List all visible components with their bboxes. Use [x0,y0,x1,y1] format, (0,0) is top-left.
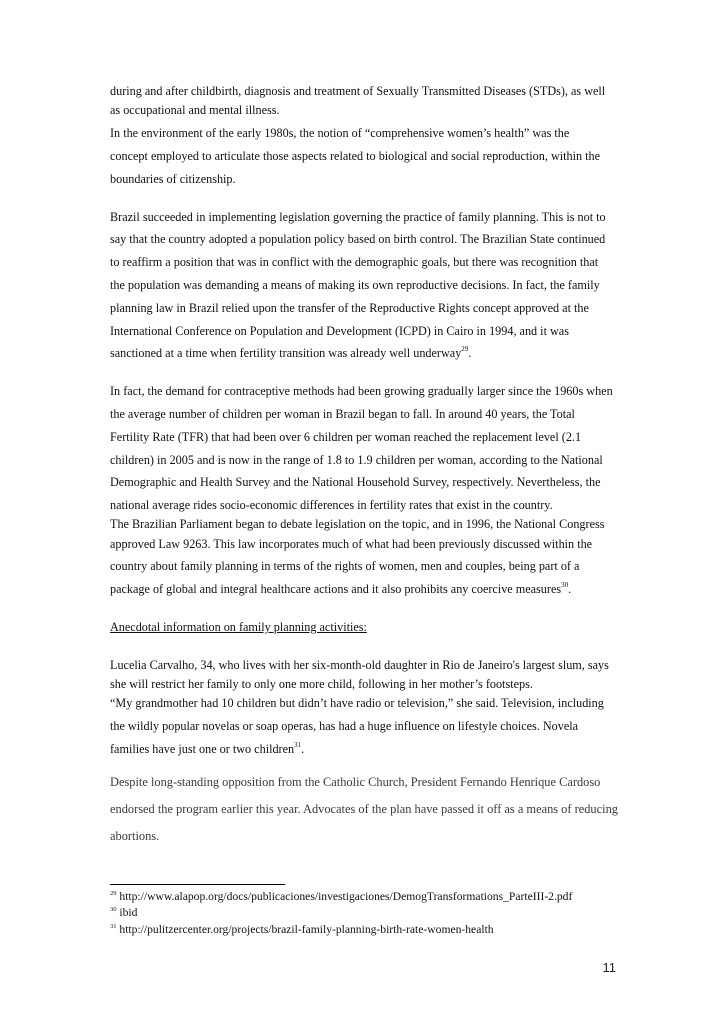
footnote-number: 31 [110,922,117,930]
section-heading: Anecdotal information on family planning activities: [110,619,367,634]
footnotes [110,889,625,938]
text-line: Lucelia Carvalho, 34, who lives with her six-month-old daughter in Rio de Janeiro's largest slum, says [110,657,609,672]
paragraph-6 [110,654,625,761]
text-line: Brazil succeeded in implementing legislation governing the practice of family planning. This is not to [110,209,606,224]
footnote-31 [110,922,625,938]
footnote-number: 29 [110,890,117,897]
text-line: The Brazilian Parliament began to debate legislation on the topic, and in 1996, the National Congress [110,517,605,532]
text-line: during and after childbirth, diagnosis and treatment of Sexually Transmitted Diseases (STDs), as well [110,84,606,98]
text-line [110,738,625,761]
footnote-ref[interactable]: 29 [461,345,469,354]
footnote-ref[interactable]: 30 [561,581,569,590]
text-run: . [568,582,572,597]
text-line: to reaffirm a position that was in conflict with the demographic goals, but there was recognition that [110,255,599,270]
text-line: endorsed the program earlier this year. Advocates of the plan have passed it off as a means of reducing [110,802,618,817]
paragraph-1 [110,80,625,118]
text-line: In the environment of the early 1980s, the notion of “comprehensive women’s health” was the [110,126,570,141]
footnote-separator [110,884,285,885]
text-line: as occupational and mental illness. [110,102,280,117]
text-line: abortions. [110,829,160,844]
text-line: boundaries of citizenship. [110,171,236,186]
text-line: “My grandmother had 10 children but didn’t have radio or television,” she said. Television, including [110,696,604,711]
page-body [110,80,625,850]
footnote-ref[interactable]: 31 [294,740,302,749]
footnote-30 [110,905,625,921]
text-line: the average number of children per woman in Brazil began to fall. In around 40 years, the Total [110,407,575,422]
text-line: International Conference on Population and Development (ICPD) in Cairo in 1994, and it was [110,323,569,338]
paragraph-7 [110,769,625,850]
text-line: Fertility Rate (TFR) that had been over 6 children per woman reached the replacement level (2.1 [110,429,582,444]
footnote-29 [110,889,625,905]
text-line: national average rides socio-economic differences in fertility rates that exist in the country. [110,498,553,513]
paragraph-2 [110,122,625,190]
footnote-number: 30 [110,906,117,914]
text-line: concept employed to articulate those aspects related to biological and social reproduction, within the [110,149,601,164]
text-line: the wildly popular novelas or soap operas, has had a huge influence on lifestyle choices. Novela [110,718,579,733]
text-line: approved Law 9263. This law incorporates much of what had been previously discussed within the [110,536,593,551]
text-line: Demographic and Health Survey and the National Household Survey, respectively. Nevertheless, the [110,475,601,490]
footnote-link[interactable]: http://pulitzercenter.org/projects/brazil-family-planning-birth-rate-women-health [116,922,494,936]
text-line [110,342,625,365]
text-line: children) in 2005 and is now in the range of 1.8 to 1.9 children per woman, according to the National [110,452,603,467]
text-line: the population was demanding a means of making its own reproductive decisions. In fact, the family [110,278,600,293]
footnote-text: ibid [116,906,138,920]
text-run: . [301,741,305,756]
text-line: Despite long-standing opposition from the Catholic Church, President Fernando Henrique Cardoso [110,775,601,790]
text-line: In fact, the demand for contraceptive methods had been growing gradually larger since the 1960s when [110,384,613,399]
paragraph-4 [110,380,625,517]
text-run: families have just one or two children [110,741,295,756]
footnote-link[interactable]: http://www.alapop.org/docs/publicaciones/investigaciones/DemogTransformations_ParteIII-2.pdf [116,890,573,903]
text-line: country about family planning in terms of the rights of women, men and couples, being part of a [110,559,580,574]
paragraph-3 [110,206,625,366]
text-line: say that the country adopted a population policy based on birth control. The Brazilian State continued [110,232,606,247]
text-line: she will restrict her family to only one more child, following in her mother’s footsteps. [110,676,533,691]
text-run: sanctioned at a time when fertility transition was already well underway [110,346,462,361]
page-number: 11 [602,960,616,975]
text-line: planning law in Brazil relied upon the transfer of the Reproductive Rights concept approved at the [110,300,589,315]
text-line [110,578,625,601]
text-run: package of global and integral healthcare actions and it also prohibits any coercive measures [110,582,562,597]
paragraph-5 [110,517,625,601]
text-run: . [468,346,472,361]
